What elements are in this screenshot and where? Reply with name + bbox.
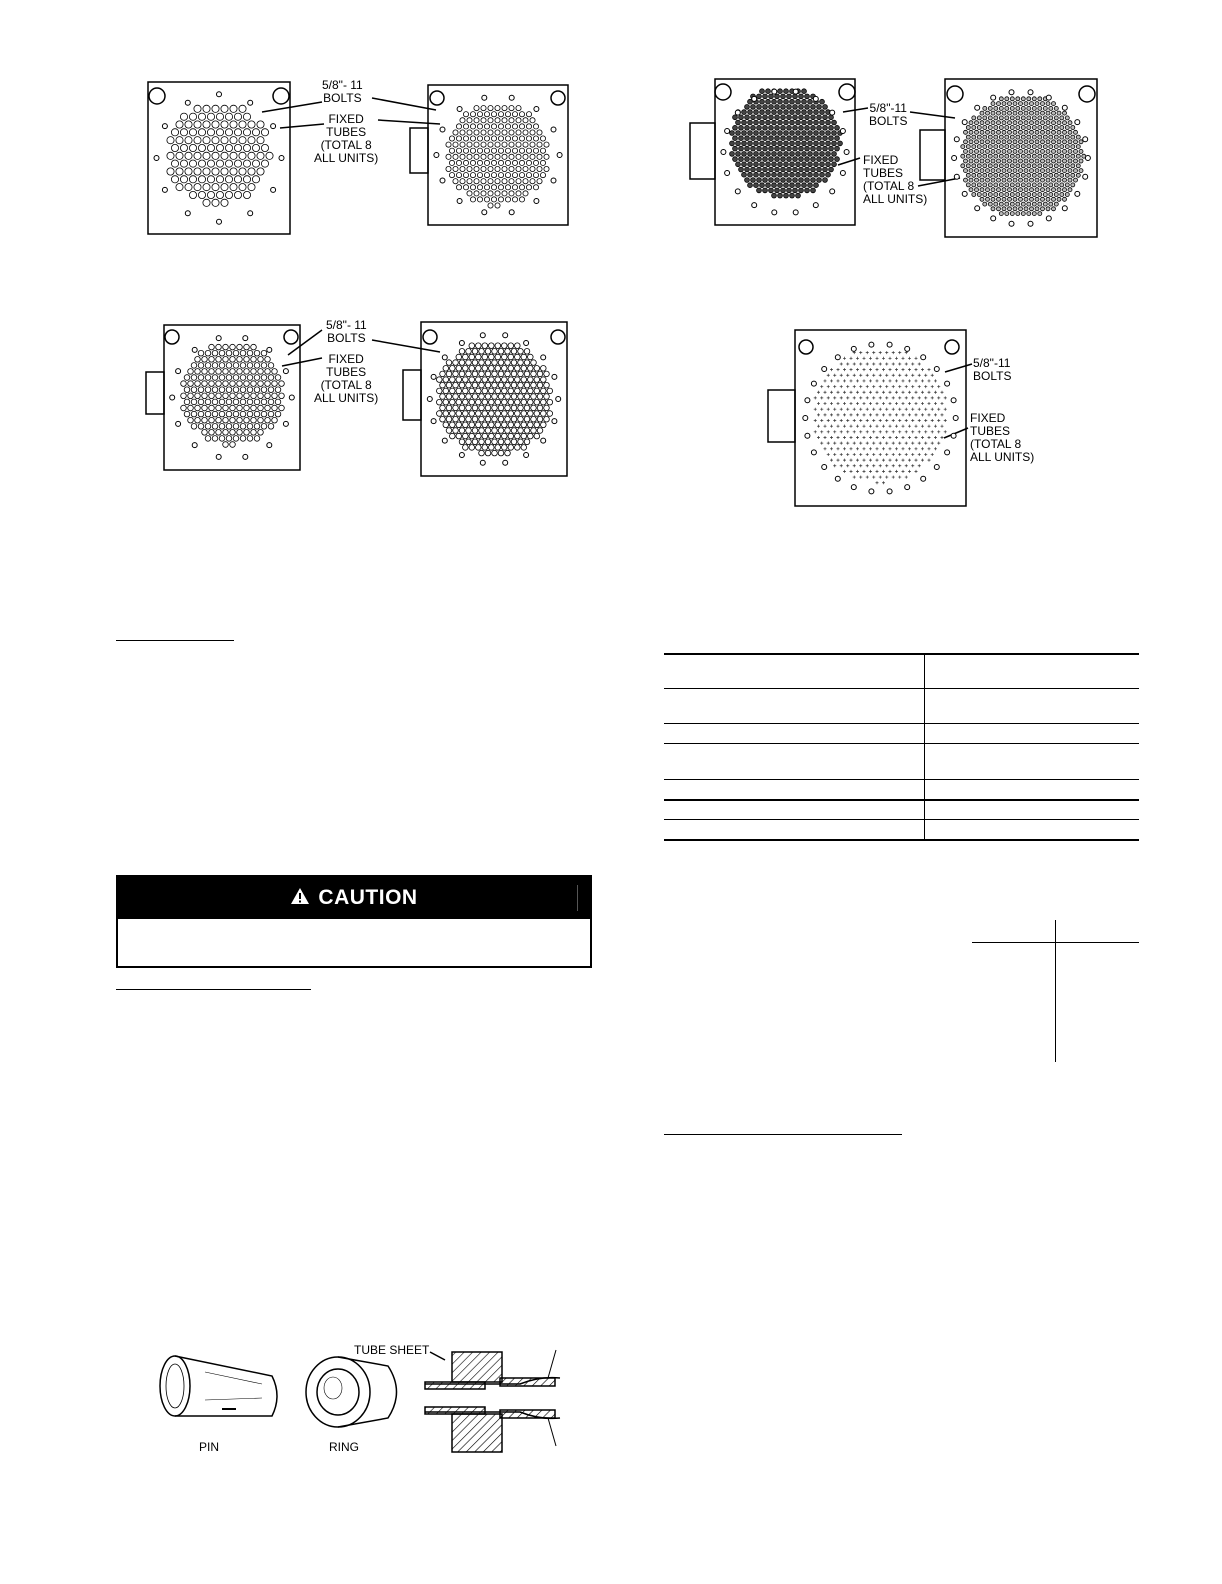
ring-drawing — [306, 1357, 397, 1427]
bolts-callout: 5/8"-11 BOLTS — [869, 101, 908, 128]
ring-label: RING — [329, 1440, 359, 1454]
tube-sheet-label: TUBE SHEET — [354, 1343, 430, 1357]
bolts-callout: 5/8"-11 BOLTS — [973, 356, 1012, 383]
fixed-tubes-callout: FIXED TUBES (TOTAL 8 ALL UNITS) — [863, 153, 928, 206]
bolts-callout: 5/8"- 11 BOLTS — [322, 78, 363, 105]
tube-sheet-cross-section — [425, 1350, 560, 1455]
fixed-tubes-callout: FIXED TUBES (TOTAL 8 ALL UNITS) — [314, 352, 379, 405]
pin-label: PIN — [199, 1440, 220, 1454]
caution-heading: CAUTION — [318, 886, 418, 909]
fixed-tubes-callout: FIXED TUBES (TOTAL 8 ALL UNITS) — [314, 112, 379, 165]
bolts-callout: 5/8"- 11 BOLTS — [326, 318, 367, 345]
fixed-tubes-callout: FIXED TUBES (TOTAL 8 ALL UNITS) — [970, 411, 1035, 464]
pin-drawing — [160, 1356, 277, 1416]
